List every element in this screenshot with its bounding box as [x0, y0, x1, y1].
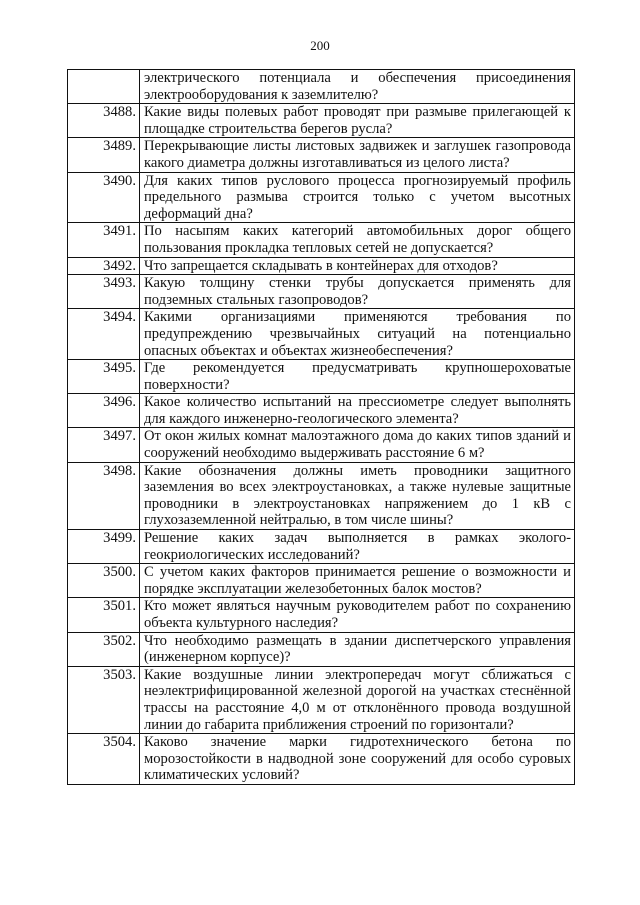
question-number: 3497. — [68, 428, 140, 462]
question-text: Какое количество испытаний на прессиометре следует выполнять для каждого инженерно-геологического элемента? — [140, 394, 575, 428]
question-text: Кто может являться научным руководителем работ по сохранению объекта культурного наследия? — [140, 598, 575, 632]
question-number: 3494. — [68, 309, 140, 360]
table-row — [68, 172, 575, 223]
table-row — [68, 223, 575, 257]
question-number: 3499. — [68, 530, 140, 564]
question-number: 3495. — [68, 360, 140, 394]
question-text: От окон жилых комнат малоэтажного дома до каких типов зданий и сооружений необходимо выдерживать расстояние 6 м? — [140, 428, 575, 462]
table-row — [68, 70, 575, 104]
table-row — [68, 734, 575, 785]
question-text: Решение каких задач выполняется в рамках эколого-геокриологических исследований? — [140, 530, 575, 564]
table-row — [68, 360, 575, 394]
question-number: 3501. — [68, 598, 140, 632]
question-number: 3488. — [68, 104, 140, 138]
table-row — [68, 462, 575, 529]
question-text: Какие виды полевых работ проводят при размыве прилегающей к площадке строительства берегов русла? — [140, 104, 575, 138]
question-text: По насыпям каких категорий автомобильных дорог общего пользования прокладка тепловых сетей не допускается? — [140, 223, 575, 257]
question-number: 3500. — [68, 564, 140, 598]
question-text: электрического потенциала и обеспечения присоединения электрооборудования к заземлителю? — [140, 70, 575, 104]
table-row — [68, 530, 575, 564]
table-row — [68, 138, 575, 172]
question-text: Перекрывающие листы листовых задвижек и заглушек газопровода какого диаметра должны изготавливаться из целого листа? — [140, 138, 575, 172]
question-text: Что необходимо размещать в здании диспетчерского управления (инженерном корпусе)? — [140, 632, 575, 666]
question-text: Для каких типов руслового процесса прогнозируемый профиль предельного размыва строится только с учетом высотных деформаций дна? — [140, 172, 575, 223]
table-row — [68, 394, 575, 428]
table-row — [68, 564, 575, 598]
table-row — [68, 632, 575, 666]
table-row — [68, 666, 575, 733]
question-text: Какими организациями применяются требования по предупреждению чрезвычайных ситуаций на потенциально опасных объектах и объектах жизнеобеспечения? — [140, 309, 575, 360]
question-number — [68, 70, 140, 104]
question-text: Какие обозначения должны иметь проводники защитного заземления во всех электроустановках, а также нулевые защитные проводники в электроустановках напряжением до 1 кВ с глухозаземленной нейтралью, в том числе шины? — [140, 462, 575, 529]
table-row — [68, 104, 575, 138]
question-number: 3489. — [68, 138, 140, 172]
question-number: 3490. — [68, 172, 140, 223]
question-text: Какие воздушные линии электропередач могут сближаться с неэлектрифицированной железной дорогой на участках стеснённой трассы на расстояние 4,0 м от отклонённого провода воздушной линии до габарита приближения строений по горизонтали? — [140, 666, 575, 733]
table-row — [68, 309, 575, 360]
question-text: Что запрещается складывать в контейнерах для отходов? — [140, 257, 575, 275]
questions-table-body — [68, 70, 575, 785]
question-number: 3496. — [68, 394, 140, 428]
question-number: 3504. — [68, 734, 140, 785]
table-row — [68, 598, 575, 632]
questions-table — [67, 69, 575, 785]
question-number: 3492. — [68, 257, 140, 275]
question-text: Где рекомендуется предусматривать крупношероховатые поверхности? — [140, 360, 575, 394]
table-row — [68, 428, 575, 462]
question-number: 3503. — [68, 666, 140, 733]
table-row — [68, 257, 575, 275]
table-row — [68, 275, 575, 309]
question-number: 3491. — [68, 223, 140, 257]
question-number: 3498. — [68, 462, 140, 529]
question-text: С учетом каких факторов принимается решение о возможности и порядке эксплуатации железобетонных балок мостов? — [140, 564, 575, 598]
question-number: 3502. — [68, 632, 140, 666]
question-number: 3493. — [68, 275, 140, 309]
page-number: 200 — [310, 38, 330, 53]
question-text: Каково значение марки гидротехнического бетона по морозостойкости в надводной зоне сооружений для особо суровых климатических условий? — [140, 734, 575, 785]
question-text: Какую толщину стенки трубы допускается применять для подземных стальных газопроводов? — [140, 275, 575, 309]
